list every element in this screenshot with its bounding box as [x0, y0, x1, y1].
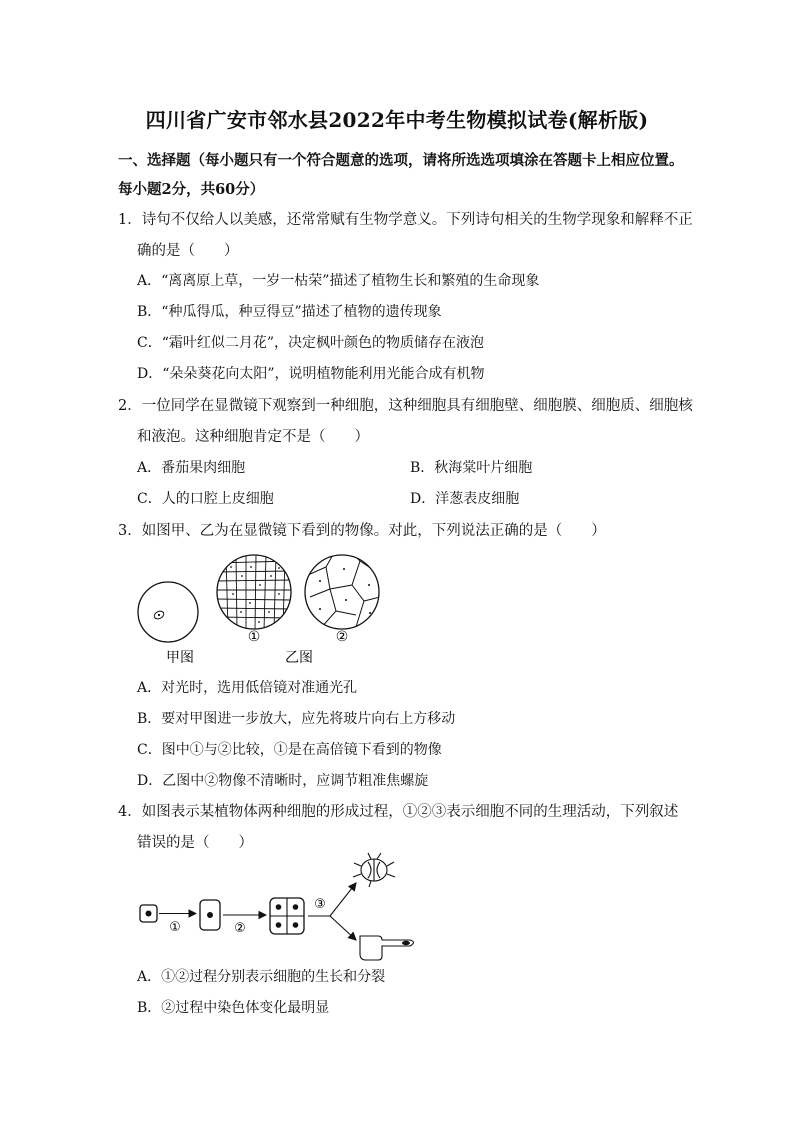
root-hair-cell-drawing	[360, 936, 414, 960]
figure-yi-field-1	[217, 555, 291, 630]
figure-mark-2: ②	[335, 629, 349, 645]
q4-stem-cont: 错误的是（ ）	[137, 835, 253, 851]
guard-cell-drawing	[353, 853, 395, 887]
figure-yi-field-2	[305, 551, 380, 629]
q1-stem-cont: 确的是（ ）	[137, 243, 239, 259]
q2-option-d: D．洋葱表皮细胞	[410, 491, 520, 507]
q4-cell-process-figure	[130, 850, 430, 960]
q2-option-c: C．人的口腔上皮细胞	[137, 491, 274, 507]
step-1-label: ①	[169, 920, 181, 935]
step-2-label: ②	[234, 921, 246, 936]
q2-stem-cont: 和液泡。这种细胞肯定不是（ ）	[137, 429, 369, 445]
figure-jia-field	[138, 582, 198, 642]
q1-option-b: B．“种瓜得瓜，种豆得豆”描述了植物的遗传现象	[137, 304, 442, 320]
q1-option-a: A．“离离原上草，一岁一枯荣”描述了植物生长和繁殖的生命现象	[137, 273, 540, 289]
q4-option-a: A．①②过程分别表示细胞的生长和分裂	[137, 969, 386, 985]
q3-option-d: D．乙图中②物像不清晰时，应调节粗准焦螺旋	[137, 773, 429, 789]
q4-option-b: B．②过程中染色体变化最明显	[137, 1000, 330, 1016]
q2-option-b: B．秋海棠叶片细胞	[410, 460, 533, 476]
q3-option-c: C．图中①与②比较，①是在高倍镜下看到的物像	[137, 742, 442, 758]
section-heading: 一、选择题（每小题只有一个符合题意的选项，请将所选选项填涂在答题卡上相应位置。	[118, 152, 684, 169]
section-heading-cont: 每小题2分，共60分）	[118, 181, 265, 198]
q3-option-a: A．对光时，选用低倍镜对准通光孔	[137, 680, 358, 696]
figure-label-jia: 甲图	[166, 650, 194, 666]
q2-stem: 2．一位同学在显微镜下观察到一种细胞，这种细胞具有细胞壁、细胞膜、细胞质、细胞核	[118, 398, 693, 414]
figure-label-yi: 乙图	[285, 650, 313, 666]
q1-stem: 1．诗句不仅给人以美感，还常常赋有生物学意义。下列诗句相关的生物学现象和解释不正	[118, 212, 693, 228]
q3-option-b: B．要对甲图进一步放大，应先将玻片向右上方移动	[137, 711, 456, 727]
q2-option-a: A．番茄果肉细胞	[137, 460, 246, 476]
q1-option-d: D．“朵朵葵花向太阳”，说明植物能利用光能合成有机物	[137, 366, 485, 382]
q4-stem: 4．如图表示某植物体两种细胞的形成过程，①②③表示细胞不同的生理活动，下列叙述	[118, 804, 679, 820]
q3-stem: 3．如图甲、乙为在显微镜下看到的物像。对此，下列说法正确的是（ ）	[118, 523, 606, 539]
q1-option-c: C．“霜叶红似二月花”，决定枫叶颜色的物质储存在液泡	[137, 335, 485, 351]
step-3-label: ③	[314, 897, 326, 912]
q3-microscope-figure	[130, 545, 390, 670]
figure-mark-1: ①	[247, 629, 261, 645]
page-title: 四川省广安市邻水县2022年中考生物模拟试卷(解析版)	[145, 108, 649, 132]
